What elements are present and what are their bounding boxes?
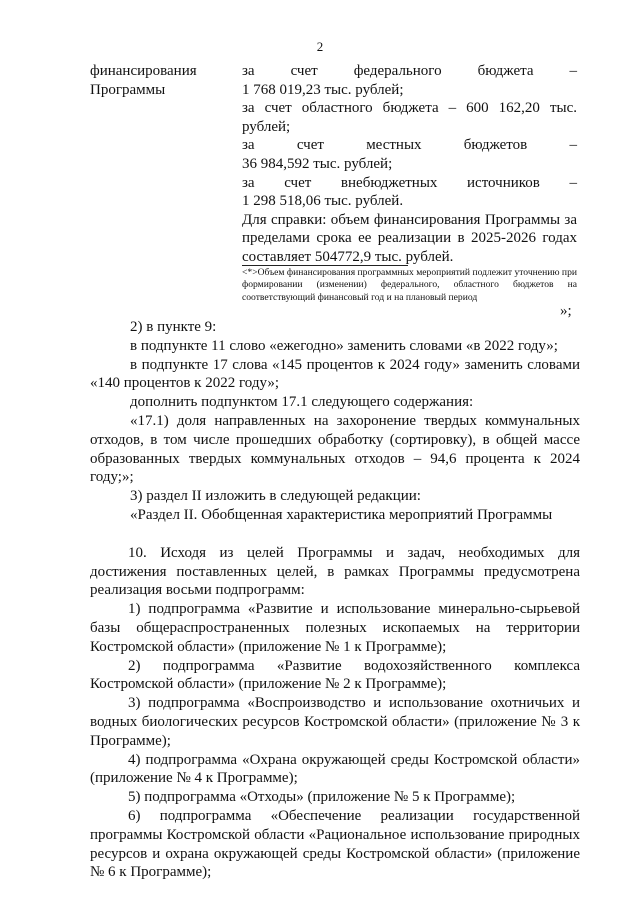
- subprogram-item: 2) подпрограмма «Развитие водохозяйственного комплекса Костромской области» (приложение № 2 к Программе);: [90, 657, 580, 693]
- subprogram-item: 4) подпрограмма «Охрана окружающей среды Костромской области» (приложение № 4 к Программе);: [90, 751, 580, 787]
- subprogram-item: 6) подпрограмма «Обеспечение реализации государственной программы Костромской области «Рациональное использование природных ресурсов и охрана окружающей среды Костромской области» (приложение № 6 к Программе);: [90, 807, 580, 881]
- financing-values: [242, 62, 577, 267]
- section-heading: «Раздел II. Обобщенная характеристика мероприятий Программы: [130, 506, 553, 523]
- document-body: [90, 318, 580, 882]
- amendment-paragraph: дополнить подпунктом 17.1 следующего содержания:: [130, 394, 474, 411]
- amendment-paragraph: 2) в пункте 9:: [130, 319, 217, 335]
- financing-label-line: финансирования: [90, 63, 197, 79]
- financing-line: 36 984,592 тыс. рублей;: [242, 155, 393, 172]
- footnote-divider: [242, 265, 408, 266]
- financing-label-line: Программы: [90, 81, 166, 98]
- subprogram-item: 1) подпрограмма «Развитие и использование минерально-сырьевой базы общераспространенных полезных ископаемых на территории Костромской области» (приложение № 1 к Программе);: [90, 601, 580, 655]
- footnote: <*>Объем финансирования программных мероприятий подлежит уточнению при формировании (изменении) федерального, областного бюджетов на соответствующий финансовый год и на плановый период: [242, 267, 577, 303]
- financing-line: за счет федерального бюджета –: [242, 63, 577, 79]
- financing-line: 1 298 518,06 тыс. рублей.: [242, 193, 404, 210]
- financing-line: за счет внебюджетных источников –: [242, 174, 577, 191]
- paragraph-gap: [90, 525, 580, 544]
- closing-quote: »;: [560, 303, 572, 319]
- subprogram-item: 3) подпрограмма «Воспроизводство и использование охотничьих и водных биологических ресурсов Костромской области» (приложение № 3 к Программе);: [90, 695, 580, 749]
- amendment-paragraph: «17.1) доля направленных на захоронение твердых коммунальных отходов, в том числе прошедших обработку (сортировку), в общей массе образованных твердых коммунальных отходов – 94,6 процента к 2024 году;»;: [90, 412, 580, 486]
- financing-line: рублей;: [242, 118, 291, 135]
- subprogram-item: 5) подпрограмма «Отходы» (приложение № 5 к Программе);: [128, 789, 516, 806]
- page-number: 2: [316, 39, 324, 54]
- financing-line: 1 768 019,23 тыс. рублей;: [242, 81, 404, 98]
- amendment-paragraph: в подпункте 17 слова «145 процентов к 2024 году» заменить словами «140 процентов к 2022 году»;: [90, 356, 580, 392]
- financing-line: за счет областного бюджета – 600 162,20 тыс.: [242, 100, 577, 117]
- amendment-paragraph: 3) раздел II изложить в следующей редакции:: [130, 488, 421, 505]
- financing-line: за счет местных бюджетов –: [242, 137, 577, 154]
- section-paragraph: 10. Исходя из целей Программы и задач, необходимых для достижения поставленных целей, в рамках Программы предусмотрена реализация восьми подпрограмм:: [90, 544, 580, 599]
- financing-reference: Для справки: объем финансирования Программы за пределами срока ее реализации в 2025-2026 годах составляет 504772,9 тыс. рублей.: [242, 211, 577, 265]
- financing-label: [90, 62, 230, 99]
- amendment-paragraph: в подпункте 11 слово «ежегодно» заменить словами «в 2022 году»;: [130, 337, 558, 354]
